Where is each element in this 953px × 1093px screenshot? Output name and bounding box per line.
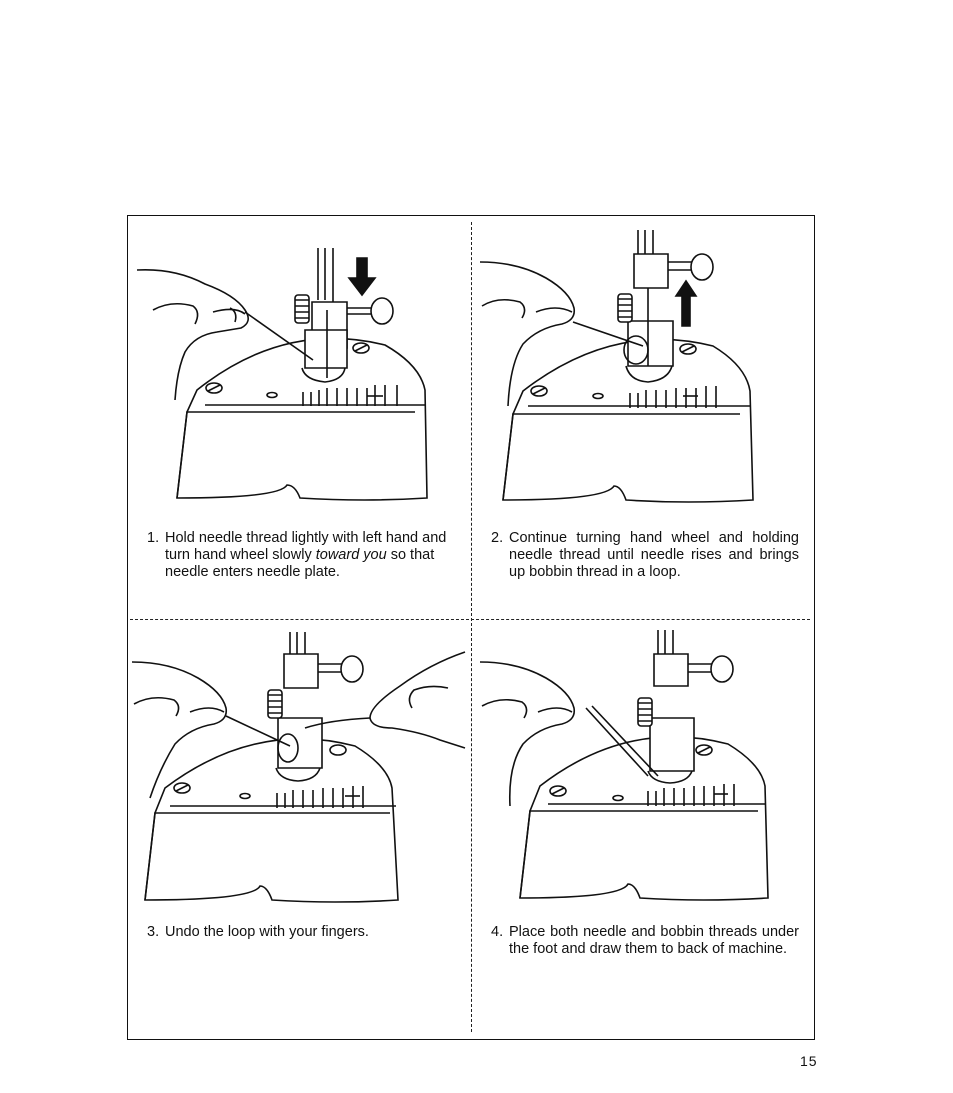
step-4-number: 4. bbox=[491, 924, 504, 940]
page-number: 15 bbox=[800, 1053, 818, 1069]
illustration-step-1 bbox=[135, 240, 455, 510]
step-1-number: 1. bbox=[147, 530, 160, 546]
horizontal-divider bbox=[130, 619, 810, 620]
step-4-text: Place both needle and bobbin threads under the foot and draw them to back of machine. bbox=[509, 924, 799, 957]
illustration-step-2 bbox=[478, 226, 798, 506]
step-2-number: 2. bbox=[491, 530, 504, 546]
step-3-number: 3. bbox=[147, 924, 160, 940]
vertical-divider bbox=[471, 222, 472, 1032]
step-3-text: Undo the loop with your fingers. bbox=[165, 924, 369, 940]
illustration-step-4 bbox=[478, 626, 798, 906]
step-2-text: Continue turning hand wheel and holding needle thread until needle rises and brings up bobbin thread in a loop. bbox=[509, 530, 799, 580]
illustration-step-3 bbox=[130, 628, 470, 908]
step-1-text: Hold needle thread lightly with left hand and turn hand wheel slowly toward you so that needle enters needle plate. bbox=[165, 530, 447, 580]
